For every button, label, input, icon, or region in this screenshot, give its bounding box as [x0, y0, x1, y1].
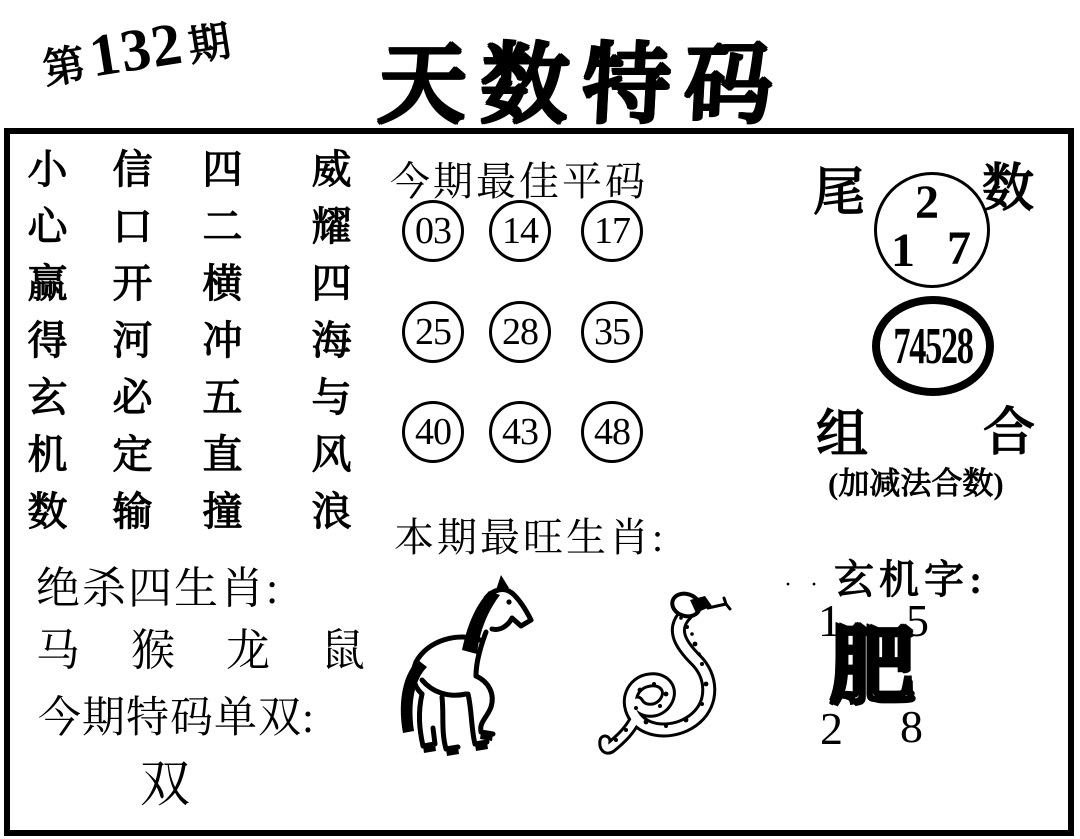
- mystic-dots: · ·: [784, 572, 824, 598]
- snake-icon: [578, 572, 754, 768]
- issue-prefix: 第: [40, 42, 89, 95]
- tail-label-right: 数: [982, 161, 1035, 218]
- issue-digits: 132: [84, 9, 187, 90]
- poem-column-1: 小心赢得玄机数: [22, 148, 67, 547]
- combo-label-left: 组: [816, 407, 869, 464]
- page-title: 天数特码: [375, 37, 789, 134]
- pingma-number: 28: [502, 311, 538, 353]
- issue-number: [37, 1, 234, 99]
- pingma-number: 03: [415, 210, 451, 252]
- mystic-number-top-right: 5: [906, 595, 929, 646]
- pingma-number-circle: [489, 401, 551, 463]
- parity-label: 今期特码单双:: [38, 695, 315, 742]
- kill-zodiac-label: 绝杀四生肖:: [36, 564, 281, 613]
- tail-number-left: 1: [891, 224, 915, 277]
- pingma-number: 43: [502, 411, 538, 453]
- poem-column-2: 信口开河必定输: [107, 148, 152, 547]
- pingma-number: 35: [594, 311, 630, 353]
- pingma-heading: 今期最佳平码: [390, 159, 648, 204]
- pingma-number: 25: [415, 311, 451, 353]
- tail-label-left: 尾: [813, 165, 866, 222]
- pingma-number-circle: [402, 401, 464, 463]
- pingma-number-circle: [489, 200, 551, 262]
- horse-icon: [388, 570, 550, 770]
- combo-number-circle: [872, 296, 994, 396]
- tail-number-right: 7: [947, 222, 971, 275]
- pingma-number-circle: [581, 301, 643, 363]
- zodiac-heading: 本期最旺生肖:: [394, 515, 667, 560]
- combo-number: 74528: [893, 317, 973, 375]
- issue-suffix: 期: [185, 19, 234, 72]
- combo-label-right: 合: [983, 405, 1036, 462]
- pingma-number: 14: [502, 210, 538, 252]
- pingma-number-circle: [402, 301, 464, 363]
- pingma-number-circle: [489, 301, 551, 363]
- tail-number-top: 2: [915, 176, 939, 229]
- mystic-number-bottom-left: 2: [820, 703, 843, 754]
- mystic-character: 肥: [830, 621, 915, 714]
- poem-column-4: 威耀四海与风浪: [306, 148, 351, 547]
- pingma-number-circle: [402, 200, 464, 262]
- parity-value: 双: [140, 756, 190, 812]
- pingma-number-circle: [581, 200, 643, 262]
- pingma-number: 17: [594, 210, 630, 252]
- pingma-number: 48: [594, 411, 630, 453]
- tail-number-circle: [874, 172, 990, 288]
- mystic-number-bottom-right: 8: [900, 701, 923, 752]
- poem-column-3: 四二横冲五直撞: [197, 148, 242, 547]
- pingma-number: 40: [415, 411, 451, 453]
- pingma-number-circle: [581, 401, 643, 463]
- mystic-label: 玄机字:: [834, 557, 988, 602]
- mystic-number-top-left: 1: [818, 595, 841, 646]
- kill-zodiac-animals: 马 猴 龙 鼠: [36, 626, 385, 675]
- combo-note: (加减法合数): [828, 466, 1004, 501]
